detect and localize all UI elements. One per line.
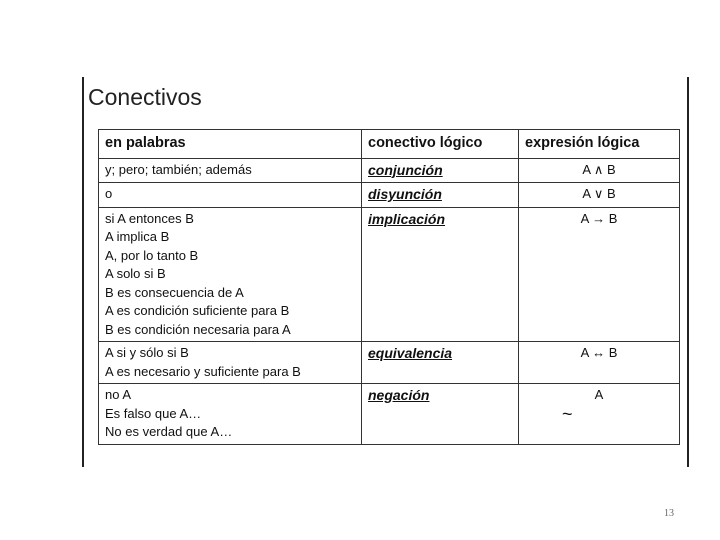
connective-label: disyunción bbox=[368, 186, 442, 202]
connective-cell bbox=[362, 207, 519, 342]
negation-tilde: ~ bbox=[562, 404, 573, 424]
words-cell bbox=[99, 158, 362, 183]
word-line: y; pero; también; además bbox=[105, 161, 252, 177]
word-line: no A bbox=[105, 387, 132, 402]
page-number: 13 bbox=[664, 508, 674, 519]
connective-cell bbox=[362, 342, 519, 384]
table-row bbox=[99, 342, 680, 384]
word-line: No es verdad que A… bbox=[105, 424, 233, 439]
table-header-row bbox=[99, 130, 680, 159]
word-line: A implica B bbox=[105, 229, 170, 244]
word-line: B es consecuencia de A bbox=[105, 284, 244, 300]
expression-cell: A bbox=[519, 384, 680, 445]
table-row bbox=[99, 384, 680, 445]
connective-label: equivalencia bbox=[368, 345, 453, 361]
words-cell bbox=[99, 207, 362, 342]
words-cell bbox=[99, 183, 362, 208]
expression-cell: A ∨ B bbox=[519, 183, 680, 208]
header-conectivo-logico: conectivo lógico bbox=[362, 130, 519, 159]
words-cell bbox=[99, 384, 362, 445]
connective-cell bbox=[362, 384, 519, 445]
expression-cell: A → B bbox=[519, 207, 680, 342]
connective-cell bbox=[362, 158, 519, 183]
slide-title: Conectivos bbox=[88, 84, 202, 110]
word-line: A es condición suficiente para B bbox=[105, 303, 290, 318]
header-en-palabras: en palabras bbox=[99, 130, 362, 159]
word-line: A, por lo tanto B bbox=[105, 247, 199, 263]
word-line: o bbox=[105, 186, 113, 201]
expression-cell: A ↔ B bbox=[519, 342, 680, 384]
expression-cell: A ∧ B bbox=[519, 158, 680, 183]
slide-frame-right bbox=[687, 77, 689, 467]
slide-frame-left bbox=[82, 77, 84, 467]
table-row bbox=[99, 158, 680, 183]
word-line: A es necesario y suficiente para B bbox=[105, 363, 301, 379]
table-row bbox=[99, 183, 680, 208]
header-expresion-logica: expresión lógica bbox=[519, 130, 680, 159]
word-line: A solo si B bbox=[105, 266, 166, 281]
word-line: Es falso que A… bbox=[105, 405, 202, 421]
connective-label: conjunción bbox=[368, 161, 443, 178]
words-cell bbox=[99, 342, 362, 384]
connective-label: negación bbox=[368, 387, 430, 403]
word-line: A si y sólo si B bbox=[105, 345, 189, 360]
connectives-table bbox=[98, 129, 680, 445]
table-row bbox=[99, 207, 680, 342]
connective-label: implicación bbox=[368, 210, 446, 227]
word-line: si A entonces B bbox=[105, 210, 194, 226]
word-line: B es condición necesaria para A bbox=[105, 321, 291, 337]
connective-cell bbox=[362, 183, 519, 208]
